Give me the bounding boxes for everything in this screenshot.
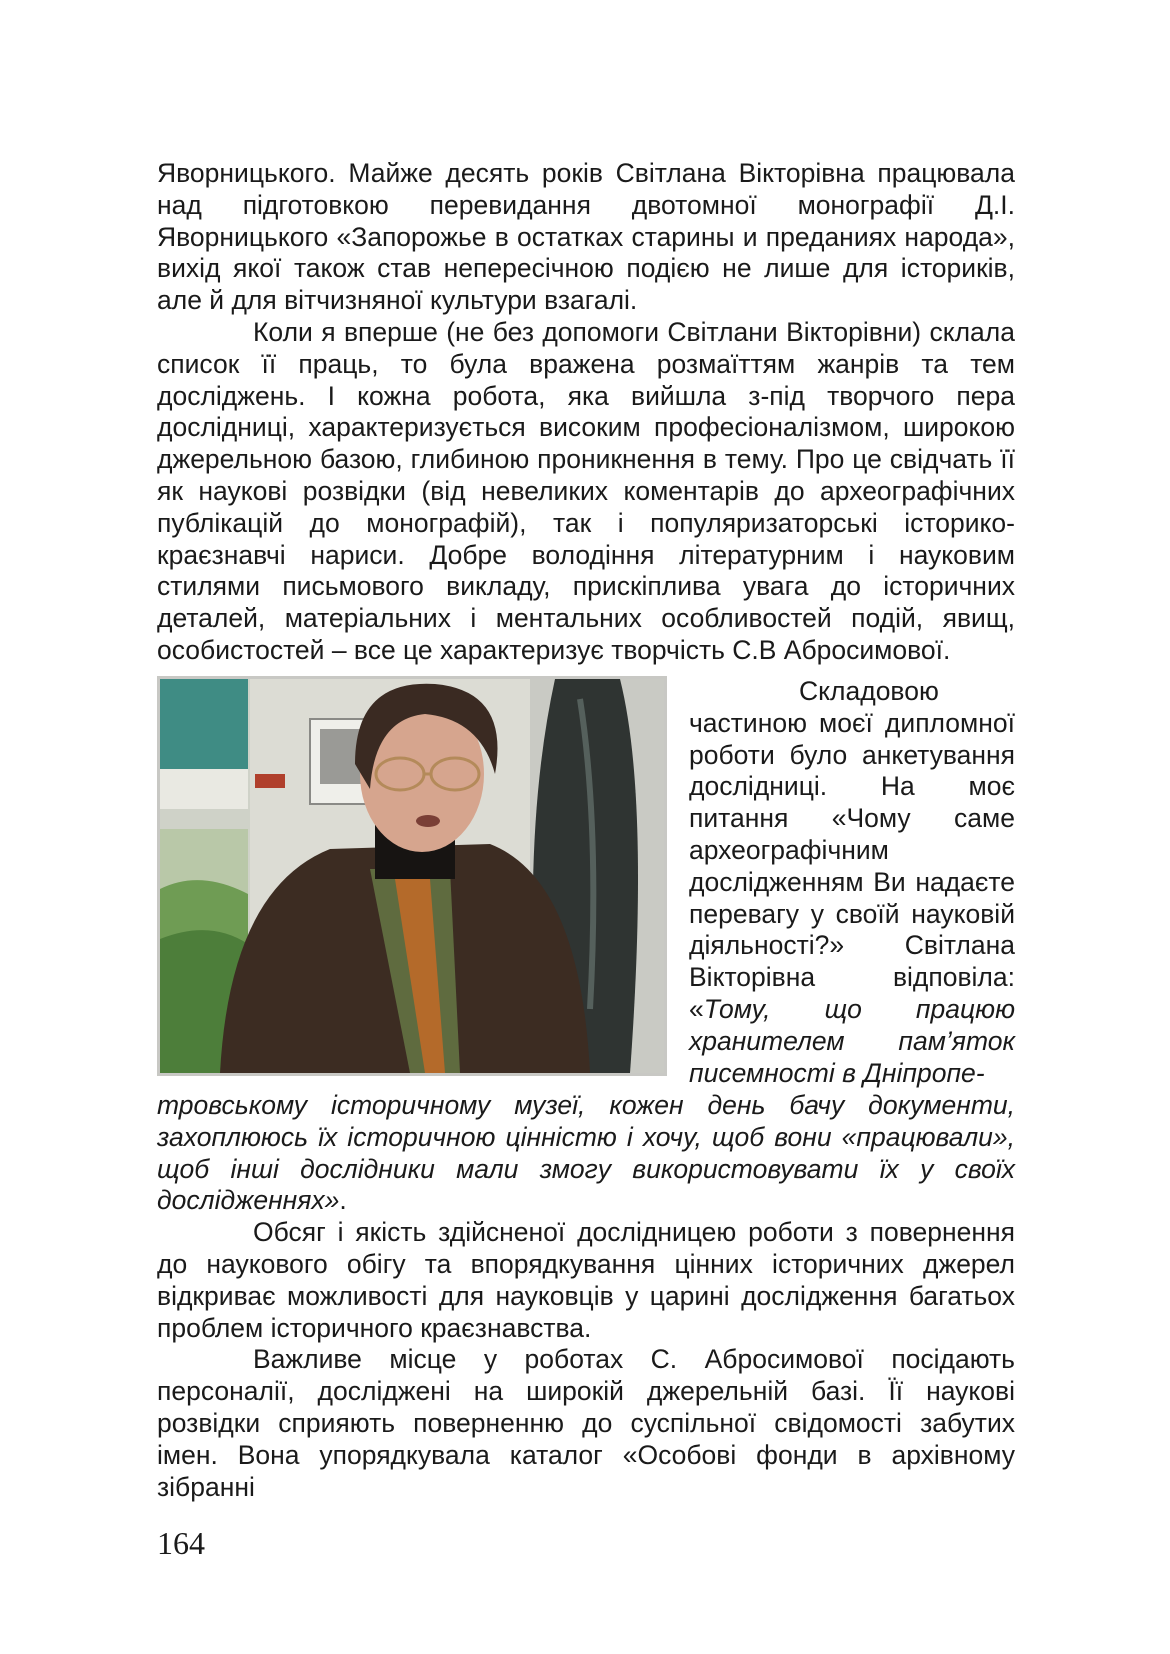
quote-start: Тому, що працюю хранителем пам’яток писемності в Дніпропе- xyxy=(689,993,1015,1088)
page-number: 164 xyxy=(157,1525,205,1561)
paragraph-5: Важливе місце у роботах С. Абросимової посідають персоналії, досліджені на широкій джерельній базі. Її наукові розвідки сприяють поверненню до суспільної свідомості забутих імен. Вона упорядкувала каталог «Особові фонди в архівному зібранні xyxy=(157,1344,1015,1502)
quote-end: . xyxy=(339,1185,347,1216)
wrapped-paragraph: Складовою частиною моєї дипломної роботи було анкетування дослідниці. На моє питання «Чому саме археографічним дослідженням Ви надаєте перевагу у своїй науковій діяльності?» Світлана Вікторівна відповіла: « xyxy=(689,676,1015,1024)
paragraph-1: Яворницького. Майже десять років Світлана Вікторівна працювала над підготовкою перевидання двотомної монографії Д.І. Яворницького «Запорожье в остатках старины и преданиях народа», вихід якої також став непересічною подією не лише для істориків, але й для вітчизняної культури взагалі. xyxy=(157,158,1015,316)
paragraph-2: Коли я вперше (не без допомоги Світлани Вікторівни) склала список її праць, то була вражена розмаїттям жанрів та тем досліджень. І кожна робота, яка вийшла з-під творчого пера дослідниці, характеризується високим професіоналізмом, широкою джерельною базою, глибиною проникнення в тему. Про це свідчать її як наукові розвідки (від невеликих коментарів до археографічних публікацій до монографій), так і популяризаторські історико-краєзнавчі нариси. Добре володіння літературним і науковим стилями письмового викладу, прискіплива увага до історичних деталей, матеріальних і ментальних особливостей подій, явищ, особистостей – все це характеризує творчість С.В Абросимової. xyxy=(157,316,1015,665)
wrapped-text xyxy=(689,676,1015,1089)
paragraph-4: Обсяг і якість здійсненої дослідницею роботи з повернення до наукового обігу та впорядкування цінних історичних джерел відкриває можливості для науковців у царині дослідження багатьох проблем історичного краєзнавства. xyxy=(157,1217,1015,1343)
bottom-text-block xyxy=(157,1090,1015,1503)
photo-with-text xyxy=(157,676,1015,1090)
quote-continuation: тровському історичному музеї, кожен день бачу документи, захоплююсь їх історичною цінністю і хочу, щоб вони «працювали», щоб інші дослідники мали змогу використовувати їх у своїх дослідженнях» xyxy=(157,1090,1015,1216)
portrait-photo xyxy=(157,676,667,1076)
top-text-block xyxy=(157,158,1015,667)
